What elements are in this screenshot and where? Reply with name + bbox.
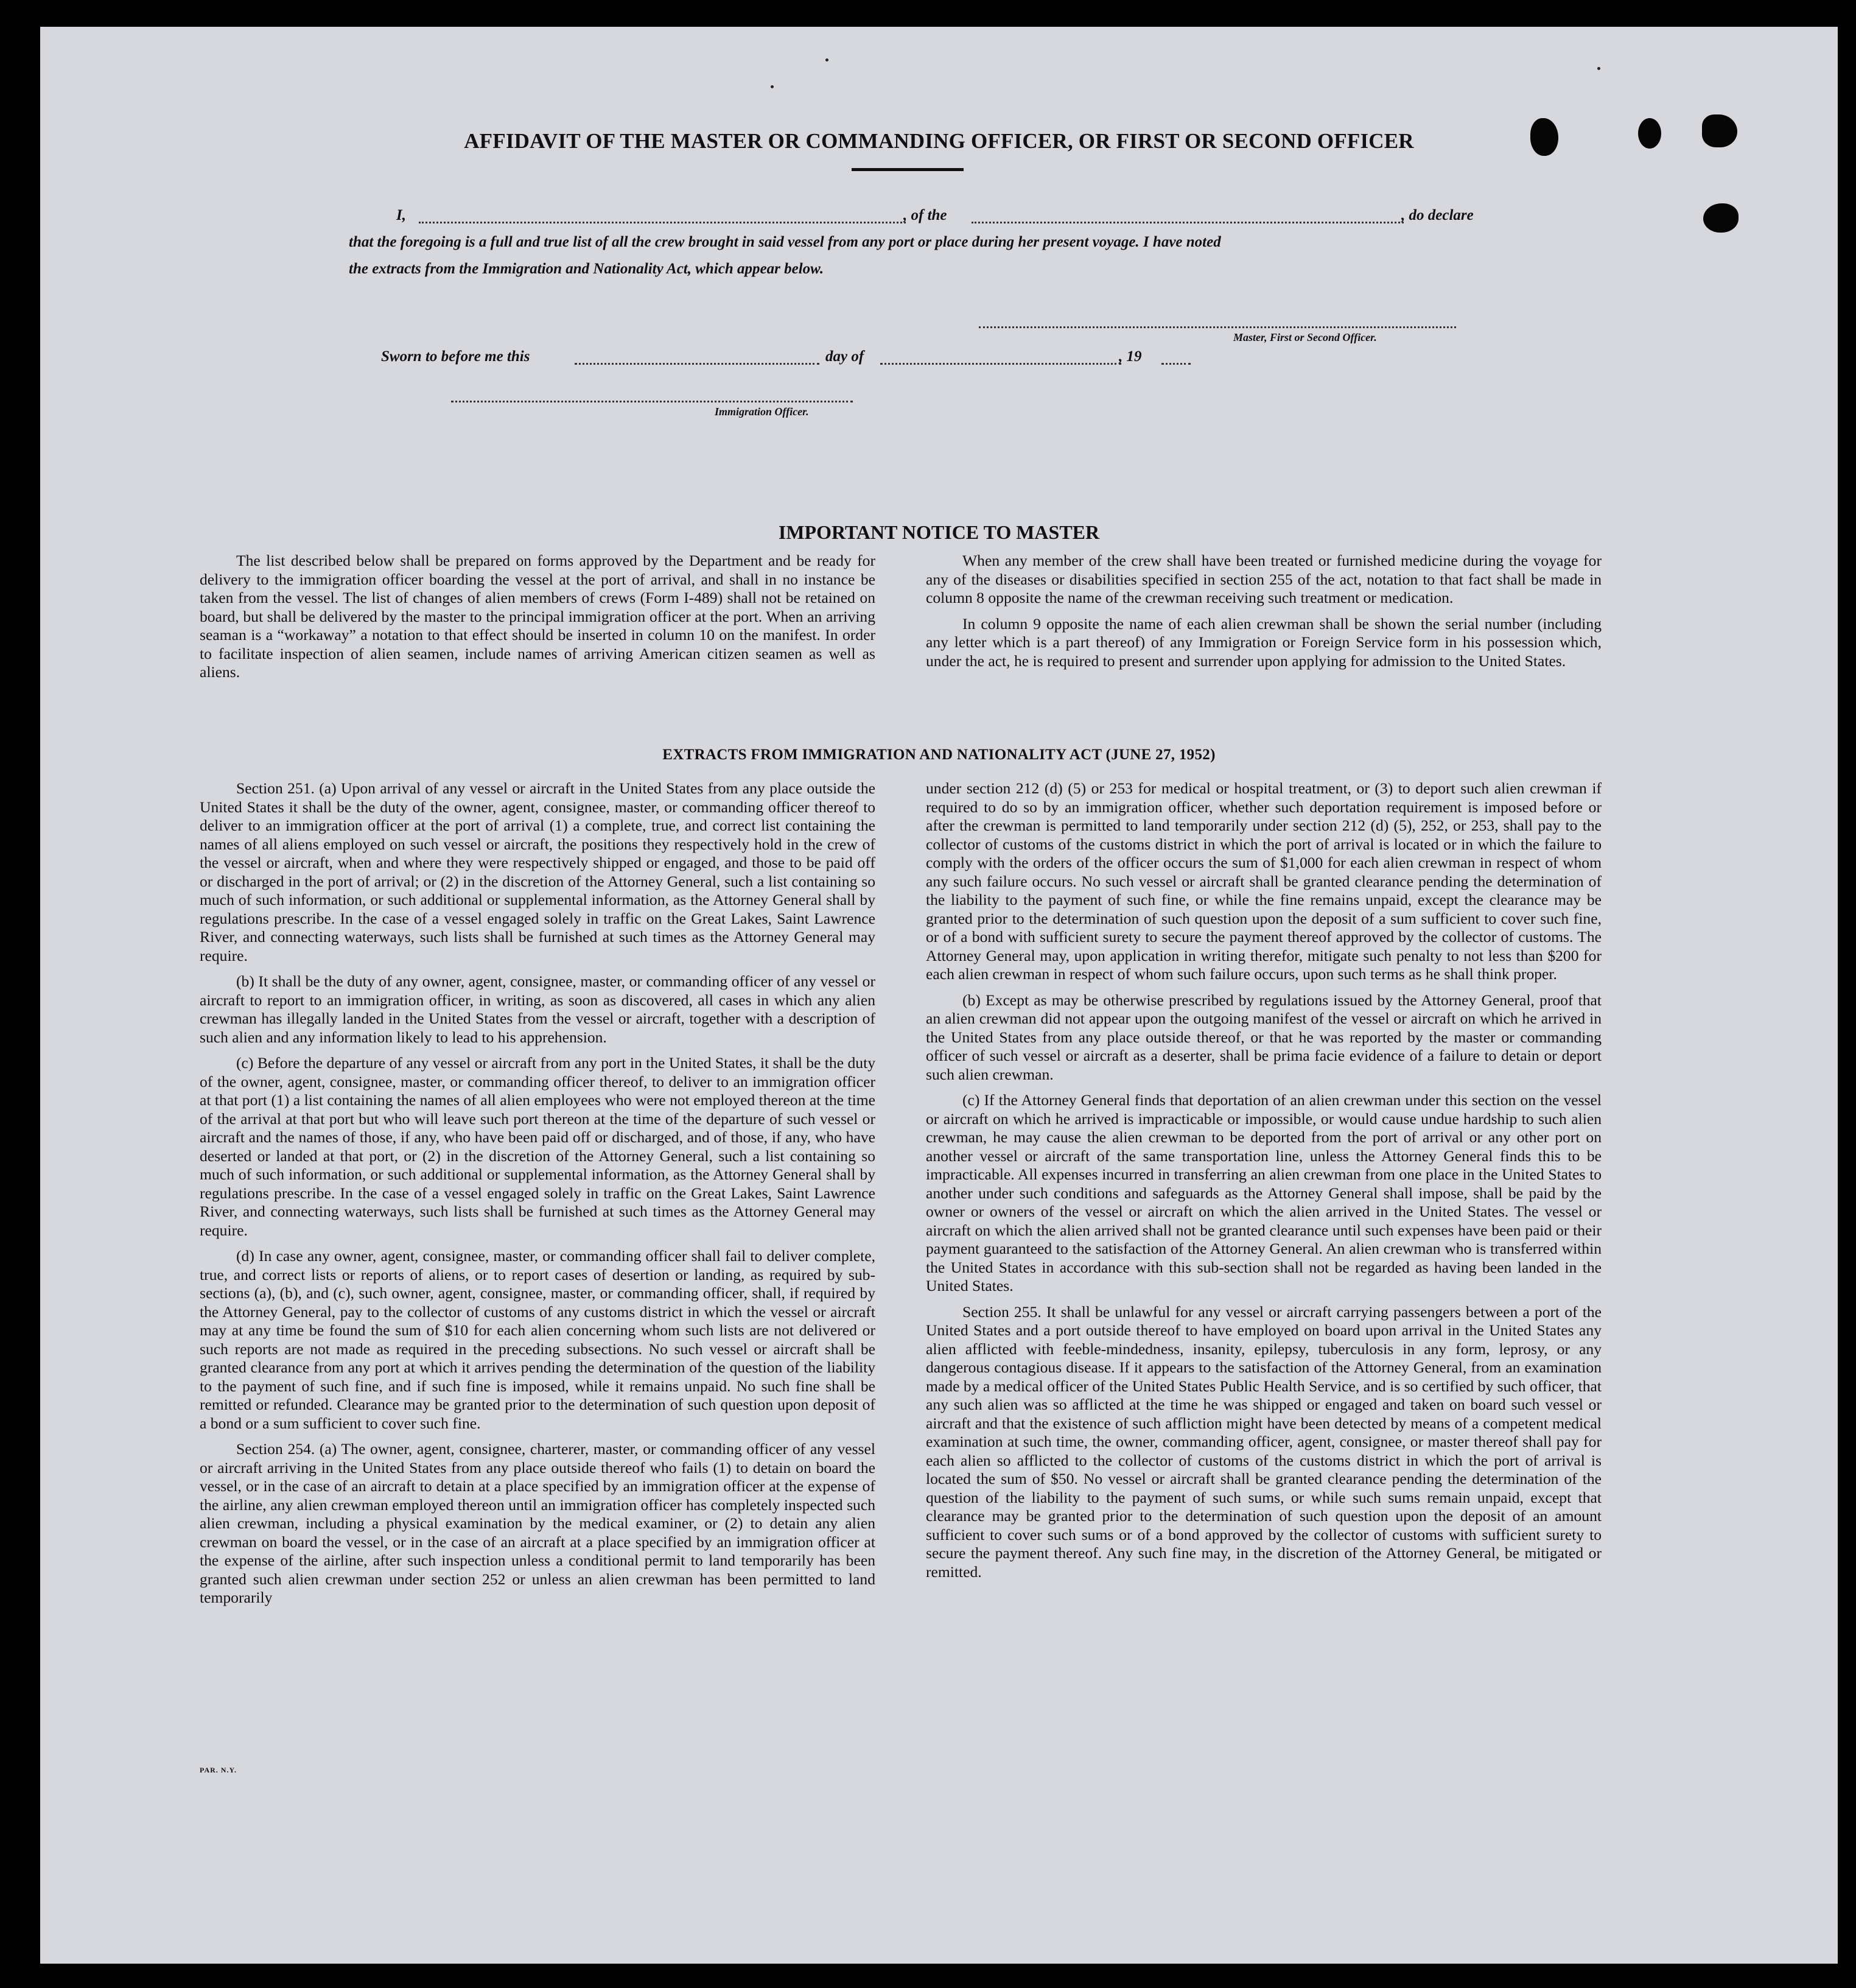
extracts-left-column bbox=[200, 779, 875, 1615]
section-251-c: (c) Before the departure of any vessel or aircraft from any port in the United States, it shall be the duty of the owner, agent, consignee, master, or commanding officer thereof, to deliver to an immigration officer at that port (1) a list containing the names of all alien employees who were not employed thereon at the time of the arrival at that port but who will leave such port thereon at the time of the departure of such vessel or aircraft and the names of those, if any, who have been paid off or discharged, and of those, if any, who have deserted or landed at that port, or (2) in the discretion of the Attorney General, such a list containing so much of such information, or such additional or supplemental information, as the Attorney General shall by regulations prescribe. In the case of a vessel engaged solely in traffic on the Great Lakes, Saint Lawrence River, and connecting waterways, such lists shall be furnished at such times as the Attorney General may require. bbox=[200, 1054, 875, 1239]
notice-paragraph: When any member of the crew shall have been treated or furnished medicine during the voyage for any of the diseases or disabilities specified in section 255 of the act, notation to that fact shall be made in column 8 opposite the name of the crewman receiving such treatment or medication. bbox=[926, 552, 1602, 606]
notice-paragraph: In column 9 opposite the name of each alien crewman shall be shown the serial number (including any letter which is a part thereof) of any Immigration or Foreign Service form in his possession which, under the act, he is required to present and surrender upon applying for admission to the United States. bbox=[926, 614, 1602, 670]
officer-signature-line bbox=[451, 401, 853, 402]
document-page bbox=[40, 27, 1838, 1964]
officer-signature-caption: Immigration Officer. bbox=[715, 406, 809, 418]
section-251-b: (b) It shall be the duty of any owner, agent, consignee, master, or commanding officer of any vessel or aircraft to report to an immigration officer, in writing, as soon as discovered, all cases in which any alien crewman has illegally landed in the United States from the vessel or aircraft, together with a description of such alien and any information likely to lead to his apprehension. bbox=[200, 972, 875, 1046]
section-255: Section 255. It shall be unlawful for any vessel or aircraft carrying passengers between a port of the United States and a port outside thereof to have employed on board upon arrival in the United States any alien afflicted with feeble-mindedness, insanity, epilepsy, tuberculosis in any form, leprosy, or any dangerous contagious disease. If it appears to the satisfaction of the Attorney General, from an examination made by a medical officer of the United States Public Health Service, and is so certified by such officer, that any such alien was so afflicted at the time he was shipped or engaged and taken on board such vessel or aircraft and that the existence of such affliction might have been detected by means of a competent medical examination at such time, the owner, commanding officer, agent, consignee, or master thereof shall pay for each alien so afflicted to the collector of customs of the customs district in which the port of arrival is located the sum of $50. No vessel or aircraft shall be granted clearance pending the determination of the question of the liability to the payment of such sums, or while such sums remain unpaid, except that clearance may be granted prior to the determination of such question upon the deposit of an amount sufficient to cover such sums or of a bond approved by the collector of customs with sufficient surety to secure the payment thereof. Any such fine may, in the discretion of the Attorney General, be mitigated or remitted. bbox=[926, 1302, 1602, 1581]
decl-of-the: , of the bbox=[903, 207, 947, 223]
extracts-right-column bbox=[926, 779, 1602, 1589]
title-rule bbox=[852, 168, 964, 171]
section-254-a: Section 254. (a) The owner, agent, consignee, charterer, master, or commanding officer of any vessel or aircraft arriving in the United States from any place outside thereof who fails (1) to detain on board the vessel, or in the case of an aircraft to detain at a place specified by an immigration officer at the expense of the airline, any alien crewman employed thereon until an immigration officer has completely inspected such alien crewman, including a physical examination by the medical examiner, or (2) to detain any alien crewman on board the vessel, or in the case of an aircraft at a place specified by an immigration officer at the expense of the airline, after such inspection unless a conditional permit to land temporarily has been granted such alien crewman under section 252 or unless an alien crewman has been permitted to land temporarily bbox=[200, 1440, 875, 1606]
vessel-blank bbox=[972, 222, 1404, 223]
sworn-day-of: day of bbox=[825, 348, 864, 365]
punch-hole bbox=[1703, 203, 1739, 233]
sworn-year-blank bbox=[1161, 363, 1191, 365]
master-signature-line bbox=[979, 326, 1456, 328]
notice-right-column bbox=[926, 552, 1602, 678]
speck bbox=[825, 58, 828, 61]
sworn-day-blank bbox=[575, 363, 819, 365]
section-254-c: (c) If the Attorney General finds that deportation of an alien crewman under this section on the vessel or aircraft on which he arrived is impracticable or impossible, or would cause undue hardship to such alien crewman, he may cause the alien crewman to be deported from the port of arrival or any other port on another vessel or aircraft of the same transportation line, unless the Attorney General finds this to be impracticable. All expenses incurred in transferring an alien crewman from one place in the United States to another under such conditions and safeguards as the Attorney General shall impose, shall be paid by the owner or owners of the vessel or aircraft on which the alien arrived in the United States. The vessel or aircraft on which the alien arrived shall not be granted clearance until such expenses have been paid or their payment guaranteed to the satisfaction of the Attorney General. An alien crewman who is transferred within the United States in accordance with this sub-section shall not be regarded as having been landed in the United States. bbox=[926, 1091, 1602, 1294]
section-254-a-continued: under section 212 (d) (5) or 253 for medical or hospital treatment, or (3) to deport such alien crewman if required to do so by an immigration officer, whether such deportation requirement is imposed before or after the crewman is permitted to land temporarily under section 212 (d) (5), 252, or 253, shall pay to the collector of customs of the customs district in which the port of arrival is located or in which the failure to comply with the orders of the officer occurs the sum of $1,000 for each alien crewman in respect of whom any such failure occurs. No such vessel or aircraft shall be granted clearance pending the determination of the liability to the payment of such fine, or while the fine remains unpaid, except the clearance may be granted prior to the determination of such question upon the deposit of a sum sufficient to cover such fine, or of a bond with sufficient surety to secure the payment thereof approved by the collector of customs. The Attorney General may, upon application in writing therefor, mitigate such penalty to not less than $200 for each alien crewman in respect of whom such failure occurs, upon such terms as he shall think proper. bbox=[926, 779, 1602, 983]
extracts-heading: EXTRACTS FROM IMMIGRATION AND NATIONALITY ACT (JUNE 27, 1952) bbox=[662, 746, 1216, 763]
sworn-month-blank bbox=[880, 363, 1121, 365]
sworn-prefix: Sworn to before me this bbox=[381, 348, 530, 365]
speck bbox=[1597, 67, 1600, 70]
speck bbox=[771, 85, 774, 88]
decl-line-3: the extracts from the Immigration and Nationality Act, which appear below. bbox=[349, 261, 824, 277]
section-251-a: Section 251. (a) Upon arrival of any vessel or aircraft in the United States from any place outside the United States it shall be the duty of the owner, agent, consignee, master, or commanding officer thereof to deliver to an immigration officer at the port of arrival (1) a complete, true, and correct list containing the names of all aliens employed on such vessel or aircraft, the positions they respectively hold in the crew of the vessel or aircraft, when and where they were respectively shipped or engaged, and those to be paid off or discharged in the port of arrival; or (2) in the discretion of the Attorney General, such a list containing so much of such information, or such additional or supplemental information, as the Attorney General shall by regulations prescribe. In the case of a vessel engaged solely in traffic on the Great Lakes, Saint Lawrence River, and connecting waterways, such lists shall be furnished at such times as the Attorney General may require. bbox=[200, 779, 875, 964]
notice-paragraph: The list described below shall be prepared on forms approved by the Department and be ready for delivery to the immigration officer boarding the vessel at the port of arrival, and shall in no instance be taken from the vessel. The list of changes of alien members of crews (Form I-489) shall not be retained on board, but shall be delivered by the master to the principal immigration officer at the port. When an arriving seaman is a “workaway” a notation to that effect should be inserted in column 10 on the manifest. In order to facilitate inspection of alien seamen, include names of arriving American citizen seamen as well as aliens. bbox=[200, 552, 875, 681]
sworn-year: , 19 bbox=[1119, 348, 1142, 365]
section-251-d: (d) In case any owner, agent, consignee, master, or commanding officer shall fail to deliver complete, true, and correct lists or reports of aliens, or to report cases of desertion or landing, as required by sub-sections (a), (b), and (c), such owner, agent, consignee, master, or commanding officer, shall, if required by the Attorney General, pay to the collector of customs of any customs district in which the vessel or aircraft may at any time be found the sum of $10 for each alien concerning whom such lists are not delivered or such reports are not made as required in the preceding subsections. No such vessel or aircraft shall be granted clearance from any port at which it arrives pending the determination of the question of the liability to the payment of such fine, and if such fine is imposed, while it remains unpaid. No such fine shall be remitted or refunded. Clearance may be granted prior to the determination of such question upon deposit of a bond or a sum sufficient to cover such fine. bbox=[200, 1247, 875, 1432]
page-title: AFFIDAVIT OF THE MASTER OR COMMANDING OFFICER, OR FIRST OR SECOND OFFICER bbox=[464, 129, 1414, 153]
name-blank bbox=[419, 222, 906, 223]
notice-heading: IMPORTANT NOTICE TO MASTER bbox=[778, 521, 1100, 543]
master-signature-caption: Master, First or Second Officer. bbox=[1233, 331, 1377, 343]
decl-do-declare: , do declare bbox=[1401, 207, 1474, 223]
notice-left-column bbox=[200, 552, 875, 689]
printer-mark: PAR. N.Y. bbox=[200, 1766, 237, 1774]
section-254-b: (b) Except as may be otherwise prescribed by regulations issued by the Attorney General, proof that an alien crewman did not appear upon the outgoing manifest of the vessel or aircraft on which he arrived in the United States from any place outside thereof, or that he was reported by the master or commanding officer of such vessel or aircraft as a deserter, shall be prima facie evidence of a failure to detain or deport such alien crewman. bbox=[926, 991, 1602, 1083]
decl-line-2: that the foregoing is a full and true list of all the crew brought in said vessel from any port or place during her present voyage. I have noted bbox=[349, 234, 1221, 250]
decl-i: I, bbox=[396, 207, 406, 223]
